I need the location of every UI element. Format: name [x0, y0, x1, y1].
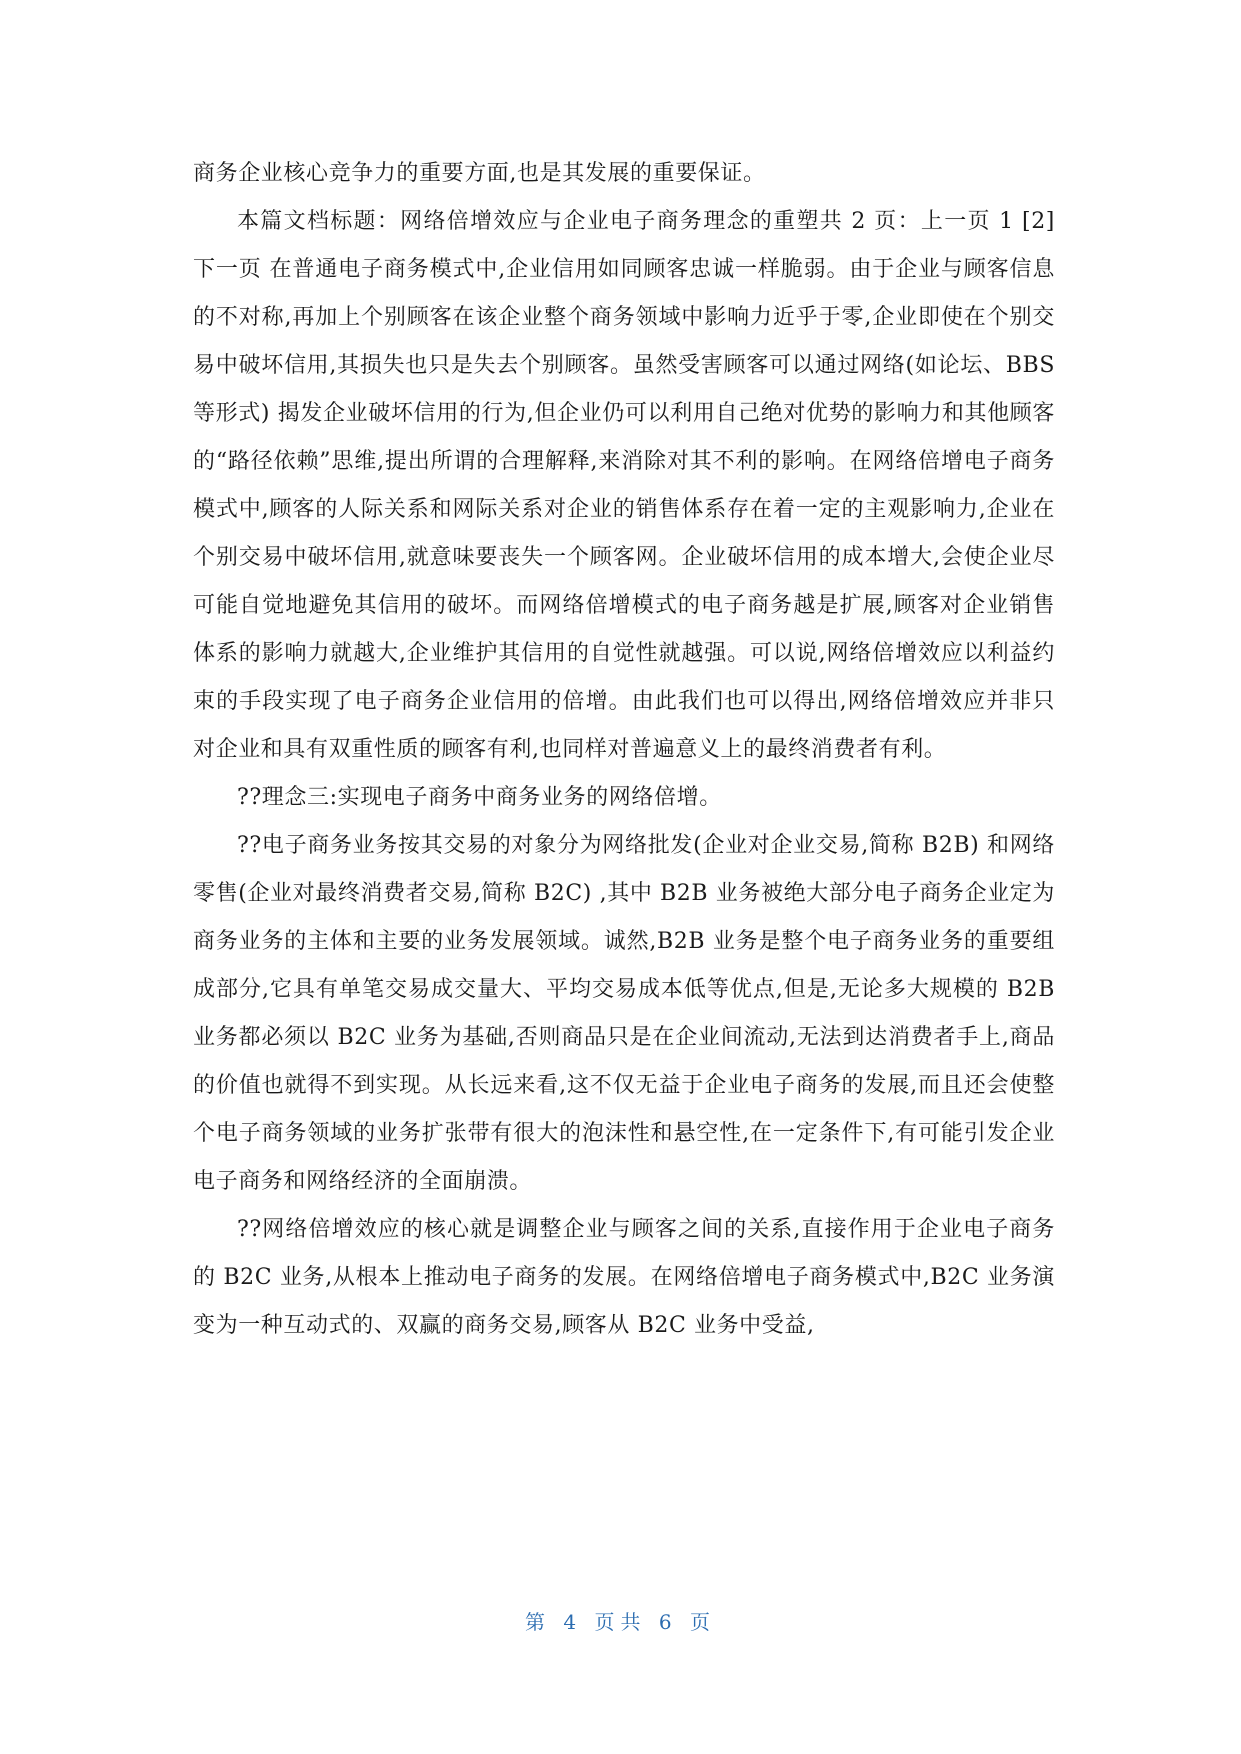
footer-middle: 页共	[594, 1610, 647, 1634]
page-footer	[0, 1606, 1241, 1635]
footer-total-pages: 6	[658, 1610, 678, 1634]
footer-suffix: 页	[689, 1610, 716, 1634]
footer-current-page: 4	[563, 1610, 583, 1634]
paragraph-continuation: 商务企业核心竞争力的重要方面,也是其发展的重要保证。	[193, 161, 766, 186]
paragraph-title-and-credit: 本篇文档标题：网络倍增效应与企业电子商务理念的重塑共 2 页：上一页 1 [2] 下一页 在普通电子商务模式中,企业信用如同顾客忠诚一样脆弱。由于企业与顾客信息的不对称,再加上个别顾客在该企业整个商务领域中影响力近乎于零,企业即使在个别交易中破坏信用,其损失也只是失去个别顾客。虽然受害顾客可以通过网络(如论坛、BBS 等形式) 揭发企业破坏信用的行为,但企业仍可以利用自己绝对优势的影响力和其他顾客的“路径依赖”思维,提出所谓的合理解释,来消除对其不利的影响。在网络倍增电子商务模式中,顾客的人际关系和网际关系对企业的销售体系存在着一定的主观影响力,企业在个别交易中破坏信用,就意味要丧失一个顾客网。企业破坏信用的成本增大,会使企业尽可能自觉地避免其信用的破坏。而网络倍增模式的电子商务越是扩展,顾客对企业销售体系的影响力就越大,企业维护其信用的自觉性就越强。可以说,网络倍增效应以利益约束的手段实现了电子商务企业信用的倍增。由此我们也可以得出,网络倍增效应并非只对企业和具有双重性质的顾客有利,也同样对普遍意义上的最终消费者有利。	[193, 209, 1055, 762]
paragraph-b2b-b2c: ??电子商务业务按其交易的对象分为网络批发(企业对企业交易,简称 B2B) 和网络零售(企业对最终消费者交易,简称 B2C) ,其中 B2B 业务被绝大部分电子商务企业定为商务业务的主体和主要的业务发展领域。诚然,B2B 业务是整个电子商务业务的重要组成部分,它具有单笔交易成交量大、平均交易成本低等优点,但是,无论多大规模的 B2B 业务都必须以 B2C 业务为基础,否则商品只是在企业间流动,无法到达消费者手上,商品的价值也就得不到实现。从长远来看,这不仅无益于企业电子商务的发展,而且还会使整个电子商务领域的业务扩张带有很大的泡沫性和悬空性,在一定条件下,有可能引发企业电子商务和网络经济的全面崩溃。	[193, 833, 1055, 1194]
document-body	[193, 150, 1055, 1350]
paragraph-network-effect-core: ??网络倍增效应的核心就是调整企业与顾客之间的关系,直接作用于企业电子商务的 B2C 业务,从根本上推动电子商务的发展。在网络倍增电子商务模式中,B2C 业务演变为一种互动式的、双赢的商务交易,顾客从 B2C 业务中受益,	[193, 1217, 1055, 1338]
footer-prefix: 第	[525, 1610, 552, 1634]
paragraph-concept-three: ??理念三:实现电子商务中商务业务的网络倍增。	[237, 785, 722, 810]
